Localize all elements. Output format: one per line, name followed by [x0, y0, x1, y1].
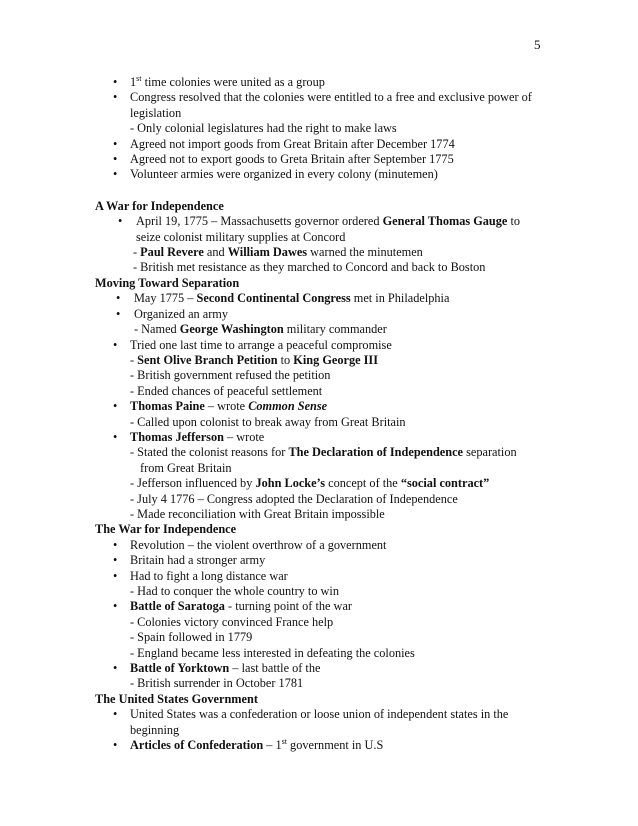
list-item: • Congress resolved that the colonies were entitled to a free and exclusive power of: [113, 90, 532, 105]
list-item: • May 1775 – Second Continental Congress met in Philadelphia: [116, 291, 450, 306]
bullet-icon: •: [113, 537, 118, 552]
list-item: • Had to fight a long distance war: [113, 568, 288, 583]
bullet-icon: •: [113, 599, 118, 614]
bullet-icon: •: [116, 306, 121, 321]
sub-item: - British government refused the petition: [130, 368, 331, 383]
bullet-icon: •: [118, 214, 123, 229]
list-item-continuation: seize colonist military supplies at Concord: [136, 229, 346, 244]
sub-item: - Called upon colonist to break away from Great Britain: [130, 414, 406, 429]
sub-item: - Jefferson influenced by John Locke’s concept of the “social contract”: [130, 476, 490, 491]
bullet-icon: •: [113, 707, 118, 722]
sub-item: - Made reconciliation with Great Britain impossible: [130, 506, 385, 521]
bullet-icon: •: [113, 90, 118, 105]
section-heading: The War for Independence: [95, 522, 237, 537]
list-item: • Volunteer armies were organized in every colony (minutemen): [113, 167, 438, 182]
bullet-icon: •: [113, 399, 118, 414]
bullet-icon: •: [113, 429, 118, 444]
list-item: • Thomas Jefferson – wrote: [113, 429, 265, 444]
list-item: • Revolution – the violent overthrow of a government: [113, 537, 387, 552]
list-item-continuation: beginning: [130, 722, 180, 737]
list-item-continuation: legislation: [130, 105, 182, 120]
sub-item: - Only colonial legislatures had the right to make laws: [130, 121, 397, 136]
list-item: • 1st time colonies were united as a group: [113, 73, 325, 89]
list-item: • Battle of Saratoga - turning point of the war: [113, 599, 352, 614]
list-item: • Tried one last time to arrange a peaceful compromise: [113, 337, 392, 352]
sub-item: - Sent Olive Branch Petition to King George III: [130, 352, 378, 367]
sub-item: - Colonies victory convinced France help: [130, 614, 334, 629]
bullet-icon: •: [113, 553, 118, 568]
sub-item: - Named George Washington military commander: [134, 322, 387, 337]
sub-item: - British surrender in October 1781: [130, 676, 304, 691]
list-item: • Britain had a stronger army: [113, 553, 266, 568]
sub-item: - Stated the colonist reasons for The Declaration of Independence separation: [130, 445, 517, 460]
list-item: • Agreed not import goods from Great Britain after December 1774: [113, 136, 455, 151]
bullet-icon: •: [113, 568, 118, 583]
bullet-icon: •: [113, 661, 118, 676]
bullet-icon: •: [116, 291, 121, 306]
sub-item: - Paul Revere and William Dawes warned the minutemen: [133, 245, 423, 260]
section-heading: A War for Independence: [95, 198, 224, 213]
bullet-icon: •: [113, 75, 118, 89]
sub-item: - Ended chances of peaceful settlement: [130, 383, 323, 398]
sub-item: - July 4 1776 – Congress adopted the Declaration of Independence: [130, 491, 458, 506]
section-heading: Moving Toward Separation: [95, 275, 240, 290]
list-item: • April 19, 1775 – Massachusetts governor ordered General Thomas Gauge to: [118, 214, 521, 229]
list-item: • Organized an army: [116, 306, 229, 321]
bullet-icon: •: [113, 167, 118, 182]
list-item: • Thomas Paine – wrote Common Sense: [113, 399, 328, 414]
bullet-icon: •: [113, 136, 118, 151]
sub-item-continuation: from Great Britain: [140, 460, 232, 475]
section-heading: The United States Government: [95, 691, 258, 706]
sub-item: - England became less interested in defeating the colonies: [130, 645, 415, 660]
bullet-icon: •: [113, 337, 118, 352]
list-item: • Agreed not to export goods to Greta Britain after September 1775: [113, 152, 454, 167]
bullet-icon: •: [113, 738, 118, 753]
sub-item: - Spain followed in 1779: [130, 630, 253, 645]
page-number: 5: [534, 37, 541, 52]
sub-item: - British met resistance as they marched to Concord and back to Boston: [133, 260, 486, 275]
list-item: • United States was a confederation or loose union of independent states in the: [113, 707, 509, 722]
list-item: • Articles of Confederation – 1st government in U.S: [113, 736, 384, 753]
bullet-icon: •: [113, 152, 118, 167]
sub-item: - Had to conquer the whole country to win: [130, 584, 339, 598]
list-item: • Battle of Yorktown – last battle of the: [113, 661, 321, 676]
page-content: [0, 75, 638, 753]
